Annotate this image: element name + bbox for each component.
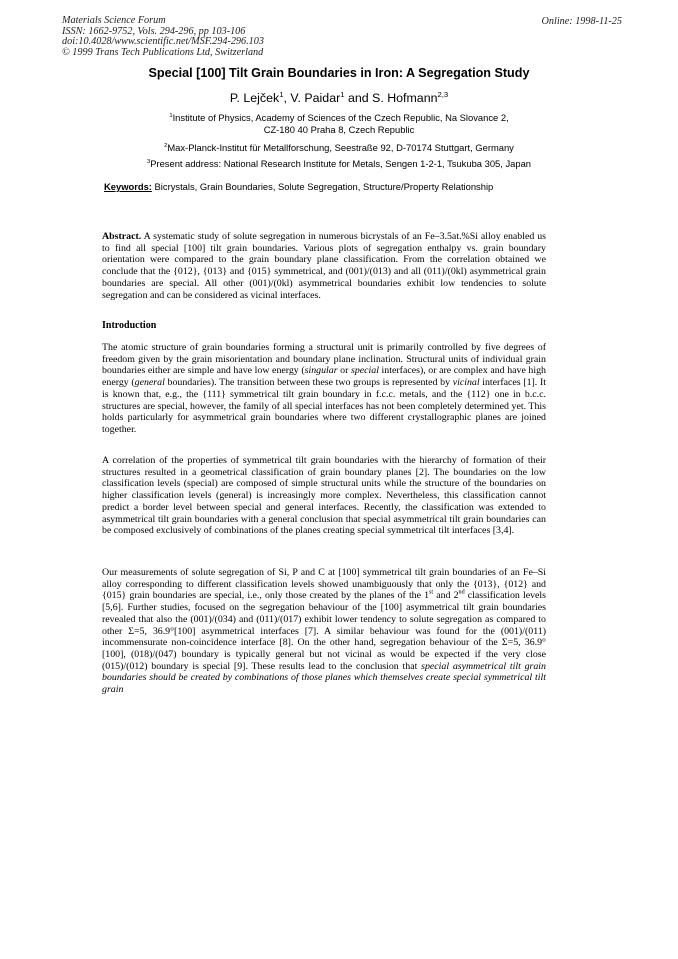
aff2-text: Max-Planck-Institut für Metallforschung, Seestraße 92, D-70174 Stuttgart, Germany — [167, 142, 514, 153]
paper-title: Special [100] Tilt Grain Boundaries in Iron: A Segregation Study — [148, 66, 530, 80]
text-run: classification levels [5,6]. Further studies, focused on the segregation behaviour of the [100] asymmetrical tilt grain boundaries revealed that also the (001)/(034) and (011)/(017) exhibit lower tendency to solute segregation as compared to other Σ=5, 36.9°[100] asymmetrical interfaces [7]. A similar behaviour was found for the (001)/(011) incommensurate non-coincidence interface [8]. On the other hand, segregation behaviour of the Σ=5, 36.9°[100], (018)/(047) boundary is typically general but not vicinal as would be expected if the very close (015)/(012) boundary is special [9]. These results lead to the conclusion that — [102, 590, 546, 672]
aff-sup: 3 — [146, 158, 151, 165]
intro-paragraph-3 — [102, 567, 546, 696]
emphasis-vicinal: vicinal — [452, 377, 480, 389]
aff1-line2: CZ-180 40 Praha 8, Czech Republic — [263, 124, 415, 135]
aff-sup: 2 — [164, 142, 168, 149]
affiliation-2 — [0, 142, 678, 154]
journal-header — [62, 16, 264, 58]
emphasis-special: special — [350, 365, 379, 377]
keywords-text: Bicrystals, Grain Boundaries, Solute Segregation, Structure/Property Relationship — [151, 181, 494, 192]
doi-link[interactable]: doi:10.4028/www.scientific.net/MSF.294-296.103 — [62, 36, 264, 47]
emphasis-general: general — [134, 377, 165, 389]
keywords — [104, 181, 493, 192]
author-list — [0, 91, 678, 105]
ordinal-sup: st — [429, 590, 434, 597]
author-sup: 2,3 — [437, 89, 449, 99]
intro-paragraph-1 — [102, 342, 546, 436]
issn-line: ISSN: 1662-9752, Vols. 294-296, pp 103-106 — [62, 25, 246, 37]
aff3-text: Present address: National Research Institute for Metals, Sengen 1-2-1, Tsukuba 305, Japan — [150, 158, 531, 169]
affiliation-3 — [0, 158, 678, 170]
author-hofmann: and S. Hofmann — [344, 91, 438, 105]
text-run: interfaces [1]. It is known that, e.g., the {111} symmetrical tilt grain boundary in f.c.c. metals, and the {112} one in b.c.c. structures are special, however, the family of all special interfaces has not been completely determined yet. This holds particularly for asymmetrical grain boundaries where two different crystallographic planes are joined together. — [102, 377, 546, 435]
emphasis-conclusion: special asymmetrical tilt grain boundaries should be created by combinations of those planes which themselves create special symmetrical tilt grain — [102, 660, 546, 696]
intro-paragraph-2: A correlation of the properties of symmetrical tilt grain boundaries with the hierarchy of formation of their structures resulted in a geometrical classification of grain boundary planes [2]. The boundaries on the low classification levels (special) are composed of simple structural units while the structure of the boundaries on higher classification levels (general) is increasingly more complex. Nevertheless, this classification cannot predict a border level between special and general interfaces. Recently, the classification was extended to asymmetrical tilt grain boundaries with a general conclusion that special asymmetrical tilt grain boundaries can be composed exclusively of combinations of the planes creating special symmetrical tilt interfaces [3,4]. — [102, 455, 546, 537]
text-run: The atomic structure of grain boundaries forming a structural unit is primarily controlled by five degrees of freedom given by the grain misorientation and boundary plane inclination. Structural units of individual grain boundaries either are simple and have low energy ( — [102, 342, 546, 377]
abstract-text: A systematic study of solute segregation in numerous bicrystals of an Fe–3.5at.%Si alloy enabled us to find all special [100] tilt grain boundaries. Various plots of segregation enthalpy vs. grain boundary orientation were compared to the grain boundary plane classification. From the correlation obtained we conclude that the {012}, {013} and {015} symmetrical, and (001)/(013) and all (011)/(0kl) asymmetrical grain boundaries are special. All other (001)/(0kl) asymmetrical boundaries exhibit low tendencies to solute segregation and can be considered as vicinal interfaces. — [102, 231, 546, 301]
author-paidar: , V. Paidar — [283, 91, 341, 105]
keywords-label: Keywords: — [104, 181, 152, 192]
journal-name: Materials Science Forum — [62, 15, 166, 26]
author-sup: 1 — [340, 89, 345, 99]
abstract-label: Abstract. — [102, 231, 142, 242]
text-run: interfaces), or are complex and have high energy ( — [102, 365, 546, 389]
text-run: Our measurements of solute segregation of Si, P and C at [100] symmetrical tilt grain boundaries of an Fe–Si alloy corresponding to different classification levels showed unambiguously that only the {013}, {012} and {015} grain boundaries are special, i.e., only those created by the planes of the 1 — [102, 567, 546, 602]
author-lejcek: P. Lejček — [229, 91, 280, 105]
aff1-line1: Institute of Physics, Academy of Sciences of the Czech Republic, Na Slovance 2, — [172, 112, 509, 123]
author-sup: 1 — [279, 89, 284, 99]
section-heading-introduction: Introduction — [102, 320, 157, 331]
text-run: boundaries). The transition between these two groups is represented by — [164, 377, 453, 389]
online-date: Online: 1998-11-25 — [541, 16, 622, 27]
affiliation-1 — [0, 112, 678, 136]
aff-sup: 1 — [169, 112, 173, 119]
abstract — [102, 231, 546, 301]
text-run: and 2 — [433, 590, 459, 602]
emphasis-singular: singular — [304, 365, 338, 377]
copyright-line: © 1999 Trans Tech Publications Ltd, Switzerland — [62, 46, 264, 58]
text-run: or — [337, 365, 351, 377]
ordinal-sup: nd — [458, 590, 465, 597]
